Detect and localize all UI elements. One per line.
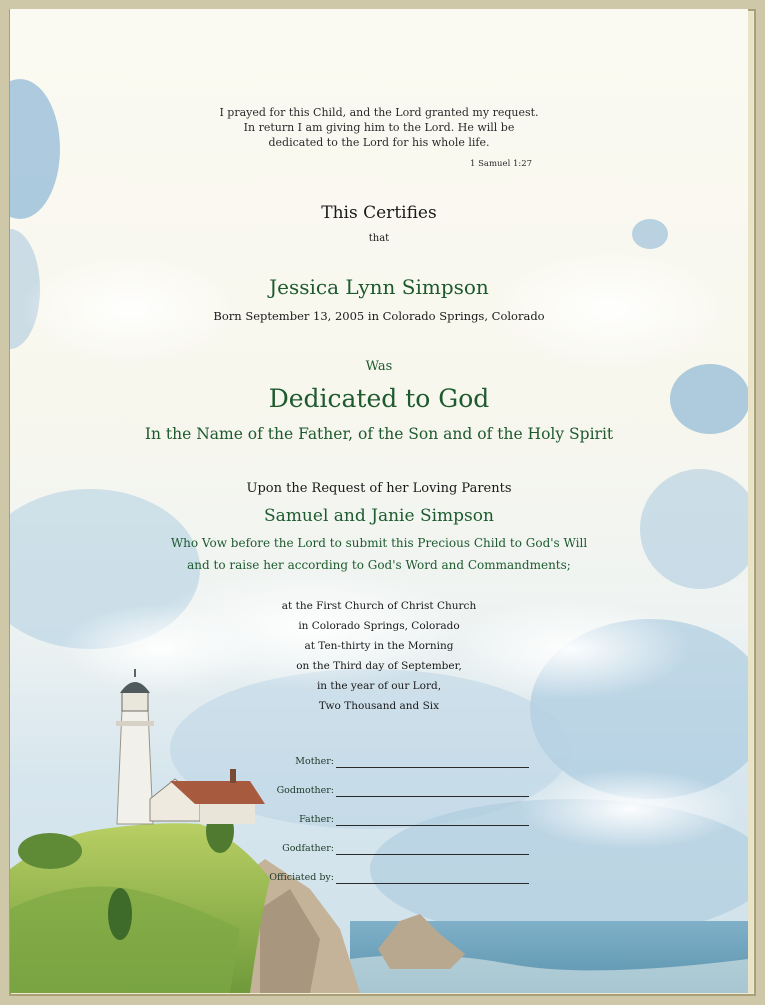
request-line: Upon the Request of her Loving Parents <box>246 481 512 496</box>
verse-line-3: dedicated to the Lord for his whole life. <box>268 136 490 149</box>
officiant-signature-line[interactable] <box>336 883 529 884</box>
officiated-label: Officiated by: <box>269 872 334 883</box>
trinity-line: In the Name of the Father, of the Son and of the Holy Spirit <box>144 425 614 443</box>
verse-line-1: I prayed for this Child, and the Lord granted my request. <box>219 106 539 119</box>
birth-details: Born September 13, 2005 in Colorado Springs, Colorado <box>213 309 545 323</box>
godfather-signature-line[interactable] <box>336 854 529 855</box>
mother-label: Mother: <box>295 756 334 767</box>
mother-signature-line[interactable] <box>336 767 529 768</box>
father-label: Father: <box>299 814 334 825</box>
verse-line-2: In return I am giving him to the Lord. He will be <box>243 121 515 134</box>
father-signature-line[interactable] <box>336 825 529 826</box>
godmother-signature-row <box>250 785 530 801</box>
godmother-label: Godmother: <box>276 785 334 796</box>
certifies-heading: This Certifies <box>321 203 437 223</box>
place-line-6: Two Thousand and Six <box>318 700 440 712</box>
that-text: that <box>368 233 390 244</box>
place-line-2: in Colorado Springs, Colorado <box>298 620 460 632</box>
vow-line-2: and to raise her according to God's Word and Commandments; <box>187 558 571 572</box>
place-line-3: at Ten-thirty in the Morning <box>304 640 454 652</box>
place-line-1: at the First Church of Christ Church <box>281 600 477 612</box>
dedicated-heading: Dedicated to God <box>268 384 490 413</box>
place-line-4: on the Third day of September, <box>296 660 462 672</box>
parents-names: Samuel and Janie Simpson <box>264 506 494 526</box>
godmother-signature-line[interactable] <box>336 796 529 797</box>
place-line-5: in the year of our Lord, <box>316 680 442 692</box>
mother-signature-row <box>250 756 530 772</box>
verse-reference: 1 Samuel 1:27 <box>470 159 533 169</box>
father-signature-row <box>250 814 530 830</box>
was-text: Was <box>365 359 393 374</box>
child-name: Jessica Lynn Simpson <box>269 275 489 299</box>
vow-line-1: Who Vow before the Lord to submit this Precious Child to God's Will <box>170 536 588 550</box>
certificate-paper <box>10 9 748 993</box>
officiant-signature-row <box>250 872 530 888</box>
godfather-signature-row <box>250 843 530 859</box>
godfather-label: Godfather: <box>282 843 334 854</box>
